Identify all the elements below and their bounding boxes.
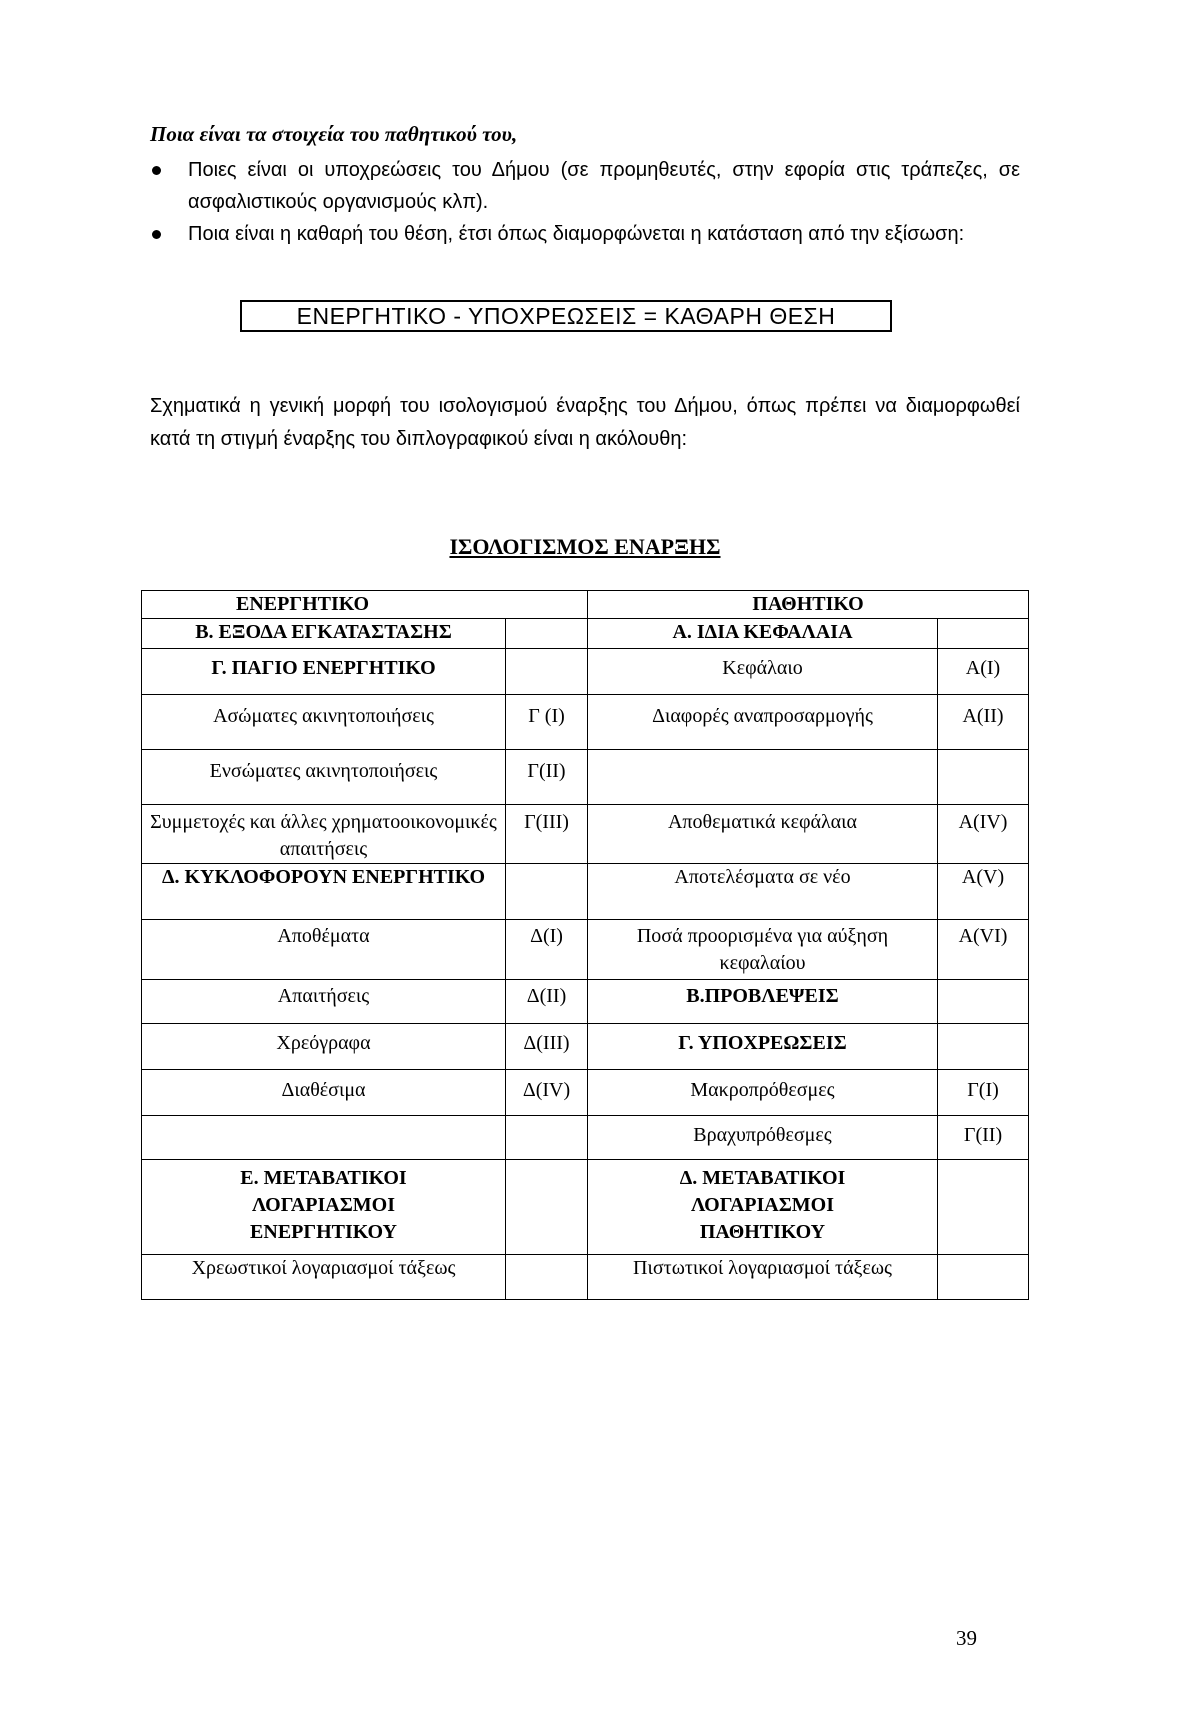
bullet-text: Ποια είναι η καθαρή του θέση, έτσι όπως διαμορφώνεται η κατάσταση από την εξίσωση: bbox=[188, 223, 965, 245]
liability-cell: Γ. ΥΠΟΧΡΕΩΣΕΙΣ bbox=[588, 1024, 938, 1070]
liability-code-cell bbox=[938, 1024, 1029, 1070]
bullet-icon bbox=[152, 166, 161, 175]
liability-code-cell bbox=[938, 619, 1029, 649]
liability-code-cell: Γ(Ι) bbox=[938, 1070, 1029, 1116]
bullet-list bbox=[150, 154, 1020, 250]
asset-cell: Συμμετοχές και άλλες χρηματοοικονομικές απαιτήσεις bbox=[142, 805, 506, 864]
asset-cell: Β. ΕΞΟΔΑ ΕΓΚΑΤΑΣΤΑΣΗΣ bbox=[142, 619, 506, 649]
table-row bbox=[142, 1255, 1029, 1300]
liability-cell: Ποσά προορισμένα για αύξηση κεφαλαίου bbox=[588, 920, 938, 980]
asset-cell bbox=[142, 1116, 506, 1160]
table-title: ΙΣΟΛΟΓΙΣΜΟΣ ΕΝΑΡΞΗΣ bbox=[449, 534, 721, 559]
asset-code-cell: Δ(Ι) bbox=[506, 920, 588, 980]
table-header-row bbox=[142, 591, 1029, 619]
liability-code-cell bbox=[938, 750, 1029, 805]
liability-code-cell bbox=[938, 1255, 1029, 1300]
liability-cell: Διαφορές αναπροσαρμογής bbox=[588, 695, 938, 750]
table-row bbox=[142, 649, 1029, 695]
liability-cell bbox=[588, 750, 938, 805]
liability-code-cell: Α(VΙ) bbox=[938, 920, 1029, 980]
bullet-item bbox=[150, 218, 1020, 250]
liability-cell: Μακροπρόθεσμες bbox=[588, 1070, 938, 1116]
equation-box: ΕΝΕΡΓΗΤΙΚΟ - ΥΠΟΧΡΕΩΣΕΙΣ = ΚΑΘΑΡΗ ΘΕΣΗ bbox=[240, 300, 892, 332]
asset-cell: Απαιτήσεις bbox=[142, 980, 506, 1024]
asset-code-cell bbox=[506, 1255, 588, 1300]
asset-cell: Γ. ΠΑΓΙΟ ΕΝΕΡΓΗΤΙΚΟ bbox=[142, 649, 506, 695]
bullet-icon bbox=[152, 230, 161, 239]
table-row bbox=[142, 920, 1029, 980]
asset-cell: Ε. ΜΕΤΑΒΑΤΙΚΟΙ ΛΟΓΑΡΙΑΣΜΟΙ ΕΝΕΡΓΗΤΙΚΟΥ bbox=[142, 1160, 506, 1255]
liability-cell: Αποθεματικά κεφάλαια bbox=[588, 805, 938, 864]
table-row bbox=[142, 1116, 1029, 1160]
bullet-item bbox=[150, 154, 1020, 218]
asset-code-cell bbox=[506, 1116, 588, 1160]
asset-code-cell bbox=[506, 619, 588, 649]
asset-cell: Χρεόγραφα bbox=[142, 1024, 506, 1070]
asset-code-cell: Δ(ΙV) bbox=[506, 1070, 588, 1116]
liability-code-cell: Γ(ΙΙ) bbox=[938, 1116, 1029, 1160]
asset-cell: Ασώματες ακινητοποιήσεις bbox=[142, 695, 506, 750]
bullet-text: Ποιες είναι οι υποχρεώσεις του Δήμου (σε προμηθευτές, στην εφορία στις τράπεζες, σε ασφαλιστικούς οργανισμούς κλπ). bbox=[188, 159, 1020, 213]
table-row bbox=[142, 1160, 1029, 1255]
asset-code-cell bbox=[506, 1160, 588, 1255]
asset-cell: Ενσώματες ακινητοποιήσεις bbox=[142, 750, 506, 805]
body-paragraph: Σχηματικά η γενική μορφή του ισολογισμού έναρξης του Δήμου, όπως πρέπει να διαμορφωθεί κατά τη στιγμή έναρξης του διπλογραφικού είναι η ακόλουθη: bbox=[150, 395, 1020, 450]
asset-code-cell: Γ(ΙΙΙ) bbox=[506, 805, 588, 864]
assets-header: ΕΝΕΡΓΗΤΙΚΟ bbox=[142, 591, 588, 619]
asset-code-cell bbox=[506, 864, 588, 920]
liabilities-header: ΠΑΘΗΤΙΚΟ bbox=[588, 591, 1029, 619]
liability-code-cell bbox=[938, 980, 1029, 1024]
table-row bbox=[142, 750, 1029, 805]
liability-code-cell: Α(V) bbox=[938, 864, 1029, 920]
section-heading: Ποια είναι τα στοιχεία του παθητικού του, bbox=[150, 122, 518, 146]
table-row bbox=[142, 619, 1029, 649]
liability-code-cell: Α(ΙΙ) bbox=[938, 695, 1029, 750]
page-number: 39 bbox=[956, 1626, 977, 1650]
asset-code-cell: Γ (Ι) bbox=[506, 695, 588, 750]
asset-cell: Διαθέσιμα bbox=[142, 1070, 506, 1116]
asset-code-cell: Δ(ΙΙΙ) bbox=[506, 1024, 588, 1070]
asset-code-cell: Γ(ΙΙ) bbox=[506, 750, 588, 805]
liability-code-cell: Α(Ι) bbox=[938, 649, 1029, 695]
liability-cell: Δ. ΜΕΤΑΒΑΤΙΚΟΙ ΛΟΓΑΡΙΑΣΜΟΙ ΠΑΘΗΤΙΚΟΥ bbox=[588, 1160, 938, 1255]
table-row bbox=[142, 1070, 1029, 1116]
table-row bbox=[142, 864, 1029, 920]
liability-cell: Αποτελέσματα σε νέο bbox=[588, 864, 938, 920]
asset-cell: Αποθέματα bbox=[142, 920, 506, 980]
liability-cell: Βραχυπρόθεσμες bbox=[588, 1116, 938, 1160]
table-row bbox=[142, 695, 1029, 750]
balance-sheet-table bbox=[141, 590, 1029, 1300]
asset-code-cell: Δ(ΙΙ) bbox=[506, 980, 588, 1024]
liability-code-cell bbox=[938, 1160, 1029, 1255]
liability-code-cell: Α(ΙV) bbox=[938, 805, 1029, 864]
table-row bbox=[142, 980, 1029, 1024]
liability-cell: Πιστωτικοί λογαριασμοί τάξεως bbox=[588, 1255, 938, 1300]
liability-cell: Κεφάλαιο bbox=[588, 649, 938, 695]
asset-cell: Χρεωστικοί λογαριασμοί τάξεως bbox=[142, 1255, 506, 1300]
asset-cell: Δ. ΚΥΚΛΟΦΟΡΟΥΝ ΕΝΕΡΓΗΤΙΚΟ bbox=[142, 864, 506, 920]
table-row bbox=[142, 1024, 1029, 1070]
table-row bbox=[142, 805, 1029, 864]
liability-cell: Α. ΙΔΙΑ ΚΕΦΑΛΑΙΑ bbox=[588, 619, 938, 649]
asset-code-cell bbox=[506, 649, 588, 695]
liability-cell: Β.ΠΡΟΒΛΕΨΕΙΣ bbox=[588, 980, 938, 1024]
